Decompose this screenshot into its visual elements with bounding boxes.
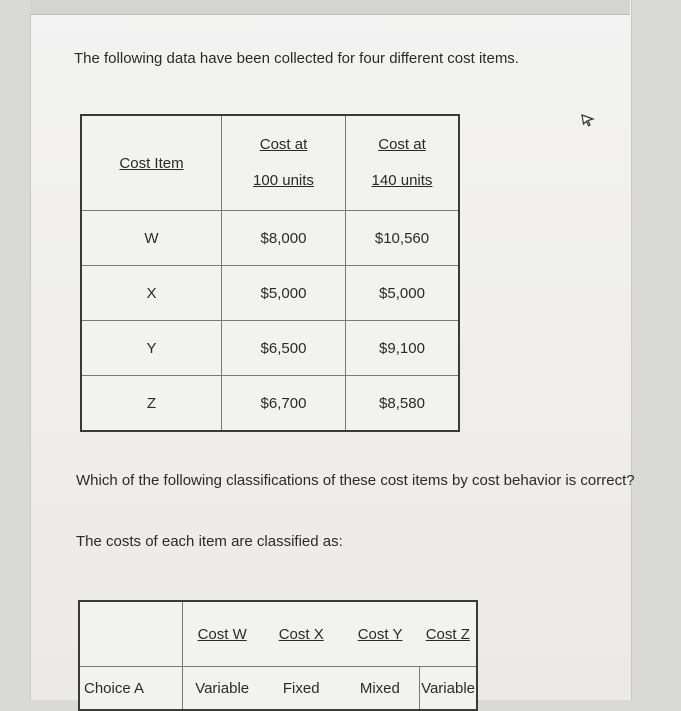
intro-text: The following data have been collected for four different cost items. — [74, 50, 519, 67]
instruction-text: The costs of each item are classified as: — [76, 533, 343, 550]
cost-100-cell: $6,700 — [222, 376, 346, 432]
cost-item-cell: W — [81, 211, 222, 266]
cost-140-cell: $8,580 — [346, 376, 460, 432]
cursor-arrow-icon — [580, 112, 596, 128]
choice-cost-w: Variable — [182, 667, 262, 711]
col-header-cost-100: Cost at 100 units — [222, 115, 346, 211]
col-header-cost-z: Cost Z — [425, 625, 470, 643]
cost-item-cell: X — [81, 266, 222, 321]
col-header-cost-x: Cost X — [278, 625, 324, 643]
col-header-cost-140: Cost at 140 units — [346, 115, 460, 211]
table-row — [81, 211, 459, 266]
cost-item-cell: Z — [81, 376, 222, 432]
choice-cost-z: Variable — [420, 667, 477, 711]
table-row — [81, 321, 459, 376]
table-row — [81, 266, 459, 321]
choice-cost-x: Fixed — [262, 667, 341, 711]
choice-cost-y: Mixed — [341, 667, 420, 711]
cost-100-cell: $8,000 — [222, 211, 346, 266]
cost-100-cell: $5,000 — [222, 266, 346, 321]
top-strip — [30, 0, 630, 15]
col-header-cost-y: Cost Y — [357, 625, 403, 643]
cost-140-cell: $9,100 — [346, 321, 460, 376]
table-row — [81, 376, 459, 432]
choice-row[interactable] — [79, 667, 477, 711]
cost-item-cell: Y — [81, 321, 222, 376]
cost-data-table — [80, 114, 460, 432]
choice-header-blank — [79, 601, 182, 667]
cost-140-cell: $10,560 — [346, 211, 460, 266]
question-text: Which of the following classifications of these cost items by cost behavior is correct? — [76, 472, 635, 489]
choice-table — [78, 600, 478, 711]
cost-140-cell: $5,000 — [346, 266, 460, 321]
choice-label[interactable]: Choice A — [79, 667, 182, 711]
col-header-cost-item: Cost Item — [81, 115, 222, 211]
col-header-cost-w: Cost W — [197, 625, 247, 643]
choice-header-row — [79, 601, 477, 667]
cost-100-cell: $6,500 — [222, 321, 346, 376]
table-header-row — [81, 115, 459, 211]
